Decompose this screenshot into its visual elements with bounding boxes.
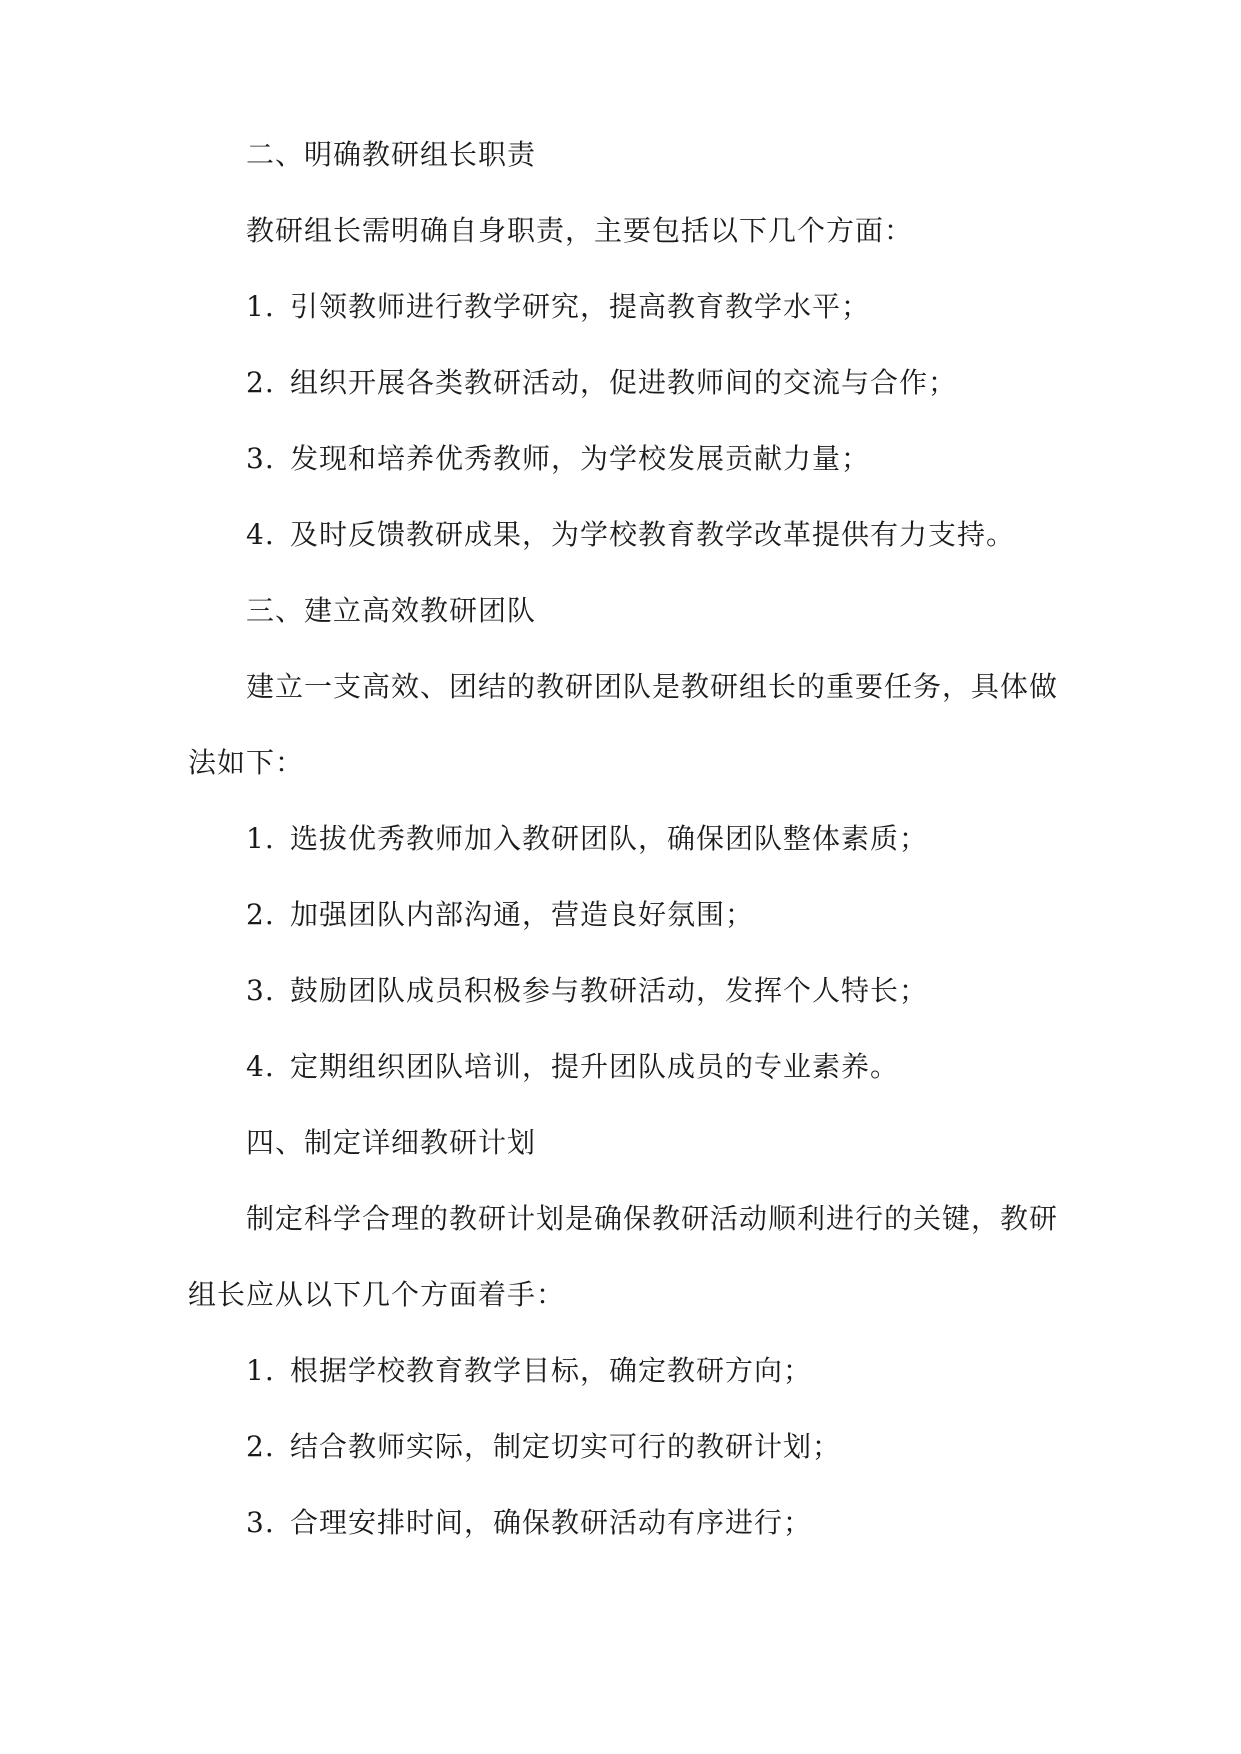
- list-number: 2.: [246, 898, 275, 931]
- list-text: 加强团队内部沟通，营造良好氛围；: [290, 898, 755, 931]
- paragraph-line: 制定科学合理的教研计划是确保教研活动顺利进行的关键，教研: [246, 1202, 1059, 1235]
- paragraph-line: 教研组长需明确自身职责，主要包括以下几个方面：: [246, 214, 914, 247]
- list-number: 2.: [246, 1430, 275, 1463]
- section-heading: 四、制定详细教研计划: [246, 1126, 537, 1159]
- list-item: [188, 364, 1068, 402]
- list-item: [188, 1428, 1068, 1466]
- list-item: [188, 1352, 1068, 1390]
- list-number: 3.: [246, 1506, 275, 1539]
- list-number: 3.: [246, 974, 275, 1007]
- list-text: 合理安排时间，确保教研活动有序进行；: [290, 1506, 813, 1539]
- list-number: 1.: [246, 290, 275, 323]
- list-item: [188, 972, 1068, 1010]
- list-number: 1.: [246, 822, 275, 855]
- list-item: [188, 440, 1068, 478]
- paragraph-line: 法如下：: [188, 746, 305, 779]
- list-number: 4.: [246, 1050, 275, 1083]
- paragraph-line: 建立一支高效、团结的教研团队是教研组长的重要任务，具体做: [246, 670, 1059, 703]
- list-text: 引领教师进行教学研究，提高教育教学水平；: [290, 290, 871, 323]
- list-text: 定期组织团队培训，提升团队成员的专业素养。: [290, 1050, 900, 1083]
- section-heading: 三、建立高效教研团队: [246, 594, 537, 627]
- paragraph-line: 组长应从以下几个方面着手：: [188, 1278, 566, 1311]
- list-text: 选拔优秀教师加入教研团队，确保团队整体素质；: [290, 822, 929, 855]
- list-item: [188, 1048, 1068, 1086]
- list-text: 鼓励团队成员积极参与教研活动，发挥个人特长；: [290, 974, 929, 1007]
- section-heading: 二、明确教研组长职责: [246, 138, 537, 171]
- list-number: 2.: [246, 366, 275, 399]
- list-text: 结合教师实际，制定切实可行的教研计划；: [290, 1430, 842, 1463]
- list-text: 发现和培养优秀教师，为学校发展贡献力量；: [290, 442, 871, 475]
- list-item: [188, 896, 1068, 934]
- list-item: [188, 288, 1068, 326]
- list-item: [188, 1504, 1068, 1542]
- list-text: 根据学校教育教学目标，确定教研方向；: [290, 1354, 813, 1387]
- list-number: 4.: [246, 518, 275, 551]
- document-body: [188, 136, 1068, 1542]
- list-text: 组织开展各类教研活动，促进教师间的交流与合作；: [290, 366, 958, 399]
- list-text: 及时反馈教研成果，为学校教育教学改革提供有力支持。: [290, 518, 1016, 551]
- list-number: 1.: [246, 1354, 275, 1387]
- list-item: [188, 820, 1068, 858]
- list-item: [188, 516, 1068, 554]
- list-number: 3.: [246, 442, 275, 475]
